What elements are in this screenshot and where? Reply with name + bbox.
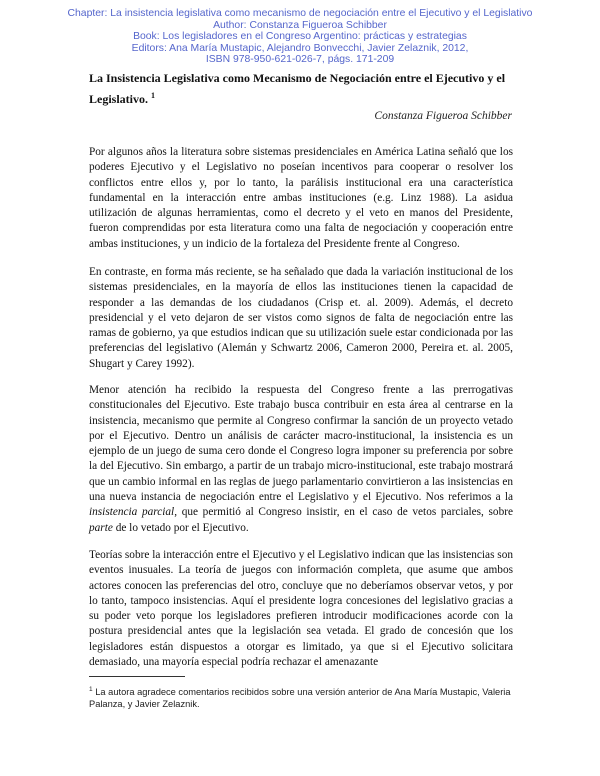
author-line: Author: Constanza Figueroa Schibber bbox=[213, 19, 387, 31]
footnote-text: La autora agradece comentarios recibidos sobre una versión anterior de Ana María Mustapic, Valeria Palanza, y Javier Zelaznik. bbox=[89, 687, 511, 710]
citation-header bbox=[0, 8, 600, 66]
title-footnote-mark[interactable]: 1 bbox=[151, 91, 155, 100]
editors-line: Editors: Ana María Mustapic, Alejandro Bonvecchi, Javier Zelaznik, 2012, bbox=[131, 42, 469, 54]
paragraph-3-text-a: Menor atención ha recibido la respuesta del Congreso frente a las prerrogativas constitucionales del Ejecutivo. Este trabajo busca contribuir en esta área al centrarse en la insistencia, mecanismo que permite al Congreso confirmar la sanción de un proyecto vetado por el Ejecutivo. Dentro un análisis de carácter macro-institucional, la insistencia es un ejemplo de un juego de suma cero donde el Congreso logra imponer su preferencia por sobre la del Ejecutivo. Sin embargo, a partir de un trabajo micro-institucional, este trabajo mostrará que un cambio informal en las reglas de juego parlamentario convirtieron a las insistencias en una nueva instancia de negociación entre el Legislativo y el Ejecutivo. Nos referimos a la bbox=[89, 384, 513, 504]
paragraph-3 bbox=[89, 383, 513, 536]
paragraph-2: En contraste, en forma más reciente, se ha señalado que dada la variación institucional de los sistemas presidenciales, en la mayoría de ellos las instituciones tienen la capacidad de responder a las demandas de los ciudadanos (Crisp et. al. 2009). Además, el decreto presidencial y el veto dejaron de ser vistos como signos de falta de negociación entre las ramas de gobierno, ya que estudios indican que su utilización suele estar condicionada por las preferencias del legislativo (Alemán y Schwartz 2006, Cameron 2000, Pereira et. al. 2005, Shugart y Carey 1992). bbox=[89, 266, 513, 370]
paragraph-3-text-b: , que permitió al Congreso insistir, en el caso de vetos parciales, sobre bbox=[174, 506, 514, 519]
footnote bbox=[89, 684, 519, 710]
emphasis-insistencia-parcial: insistencia parcial bbox=[89, 506, 175, 519]
book-line: Book: Los legisladores en el Congreso Argentino: prácticas y estrategias bbox=[133, 31, 467, 43]
article-title bbox=[89, 70, 519, 108]
chapter-line: Chapter: La insistencia legislativa como mecanismo de negociación entre el Ejecutivo y el Legislativo bbox=[67, 8, 533, 19]
footnote-mark: 1 bbox=[89, 686, 93, 693]
paragraph-4: Teorías sobre la interacción entre el Ejecutivo y el Legislativo indican que las insistencias son eventos inusuales. La teoría de juegos con información completa, que asume que ambos actores conocen las preferencias del otro, concluye que no deberíamos observar vetos, y por lo tanto, tampoco insistencias. Aquí el presidente logra concesiones del legislativo gracias a su poder veto porque los legisladores prefieren introducir modificaciones acorde con la postura presidencial antes que la legislación sea vetada. El grado de concesión que los legisladores están dispuestos a otorgar es limitado, ya que si el Ejecutivo solicitara demasiado, una mayoría especial podría rechazar el amenazante bbox=[89, 549, 513, 669]
paragraph-3-text-c: de lo vetado por el Ejecutivo. bbox=[115, 521, 249, 534]
isbn-line: ISBN 978-950-621-026-7, págs. 171-209 bbox=[205, 54, 395, 66]
article-author: Constanza Figueroa Schibber bbox=[374, 110, 512, 122]
emphasis-parte: parte bbox=[89, 521, 113, 534]
footnote-divider bbox=[89, 676, 185, 677]
title-text: La Insistencia Legislativa como Mecanismo de Negociación entre el Ejecutivo y el Legislativo. bbox=[89, 71, 506, 106]
paragraph-1: Por algunos años la literatura sobre sistemas presidenciales en América Latina señaló que los poderes Ejecutivo y el Legislativo no poseían incentivos para cooperar o resolver los conflictos entre ellos y, por lo tanto, la parálisis institucional era una característica fundamental en la interacción entre ambas instituciones (e.g. Linz 1988). La asidua utilización de algunas herramientas, como el decreto y el veto en manos del Presidente, fueron comprendidas por esta literatura como una falta de negociación y cooperación entre ambas instituciones, y un indicio de la fortaleza del Presidente frente al Congreso. bbox=[89, 146, 513, 250]
